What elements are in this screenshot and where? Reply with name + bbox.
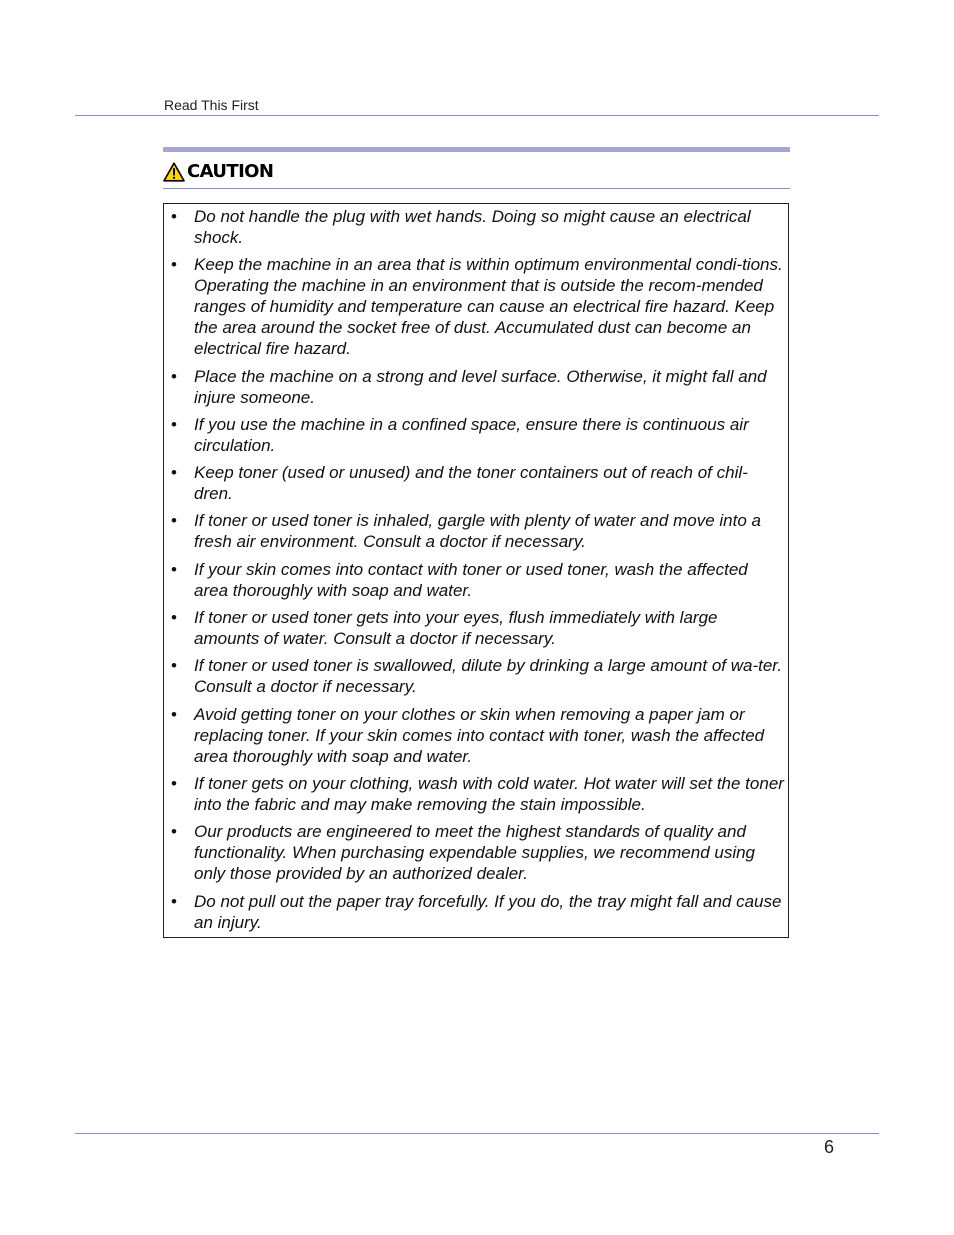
caution-item bbox=[164, 821, 790, 884]
caution-item bbox=[164, 414, 790, 456]
caution-item-text: Do not handle the plug with wet hands. Doing so might cause an electrical shock. bbox=[194, 207, 751, 247]
header-divider bbox=[75, 115, 879, 116]
caution-item bbox=[164, 891, 790, 933]
caution-item-text: If you use the machine in a confined space, ensure there is continuous air circulation. bbox=[194, 414, 749, 455]
warning-triangle-icon bbox=[163, 162, 185, 182]
bullet: • bbox=[171, 207, 177, 226]
bullet: • bbox=[171, 608, 177, 628]
caution-box bbox=[163, 203, 789, 938]
bullet: • bbox=[171, 704, 177, 724]
caution-item-text: Place the machine on a strong and level surface. Otherwise, it might fall and injure someone. bbox=[194, 366, 767, 407]
bullet: • bbox=[171, 366, 177, 386]
caution-item-text: If toner or used toner is swallowed, dilute by drinking a large amount of wa-ter. Consult a doctor if necessary. bbox=[194, 656, 783, 697]
bullet: • bbox=[171, 463, 177, 483]
caution-item bbox=[164, 366, 790, 408]
footer-divider bbox=[75, 1133, 879, 1134]
caution-item-text: Do not pull out the paper tray forcefully. If you do, the tray might fall and cause an injury. bbox=[194, 891, 782, 932]
bullet: • bbox=[171, 255, 177, 275]
caution-item bbox=[164, 559, 790, 601]
caution-list bbox=[164, 206, 790, 939]
caution-item bbox=[164, 607, 790, 649]
bullet: • bbox=[171, 559, 177, 579]
bullet: • bbox=[171, 891, 177, 911]
bullet: • bbox=[171, 822, 177, 842]
bullet: • bbox=[171, 414, 177, 434]
caution-item bbox=[164, 704, 790, 767]
caution-item bbox=[164, 655, 790, 697]
caution-item-text: If your skin comes into contact with toner or used toner, wash the affected area thoroughly with soap and water. bbox=[194, 559, 748, 600]
caution-item-text: If toner or used toner gets into your eyes, flush immediately with large amounts of water. Consult a doctor if necessary. bbox=[194, 608, 718, 649]
bullet: • bbox=[171, 656, 177, 676]
caution-item-text: Keep the machine in an area that is within optimum environmental condi-tions. Operating the machine in an environment that is outside the recom-mended ranges of humidity and temperature can cause an electrical fire hazard. Keep the area around the socket free of dust. Accumulated dust can become an electrical fire hazard. bbox=[194, 255, 783, 359]
caution-heading bbox=[163, 158, 273, 186]
caution-item-text: If toner or used toner is inhaled, gargle with plenty of water and move into a fresh air environment. Consult a doctor if necessary. bbox=[194, 511, 761, 552]
page-header-section-title: Read This First bbox=[164, 97, 259, 113]
caution-item-text: Keep toner (used or unused) and the toner containers out of reach of chil-dren. bbox=[194, 463, 748, 504]
caution-item-text: Avoid getting toner on your clothes or skin when removing a paper jam or replacing toner. If your skin comes into contact with toner, wash the affected area thoroughly with soap and water. bbox=[194, 704, 765, 766]
caution-top-bar bbox=[163, 147, 790, 152]
page-number: 6 bbox=[824, 1137, 835, 1157]
caution-item bbox=[164, 254, 790, 359]
caution-item-text: If toner gets on your clothing, wash with cold water. Hot water will set the toner into the fabric and may make removing the stain impossible. bbox=[194, 773, 784, 814]
bullet: • bbox=[171, 511, 177, 531]
bullet: • bbox=[171, 773, 177, 793]
caution-item bbox=[164, 206, 790, 248]
caution-title: CAUTION bbox=[187, 161, 274, 182]
caution-heading-divider bbox=[163, 188, 790, 189]
caution-item bbox=[164, 462, 790, 504]
caution-item bbox=[164, 510, 790, 552]
caution-item bbox=[164, 773, 790, 815]
caution-item-text: Our products are engineered to meet the highest standards of quality and functionality. When purchasing expendable supplies, we recommend using only those provided by an authorized dealer. bbox=[194, 822, 756, 884]
